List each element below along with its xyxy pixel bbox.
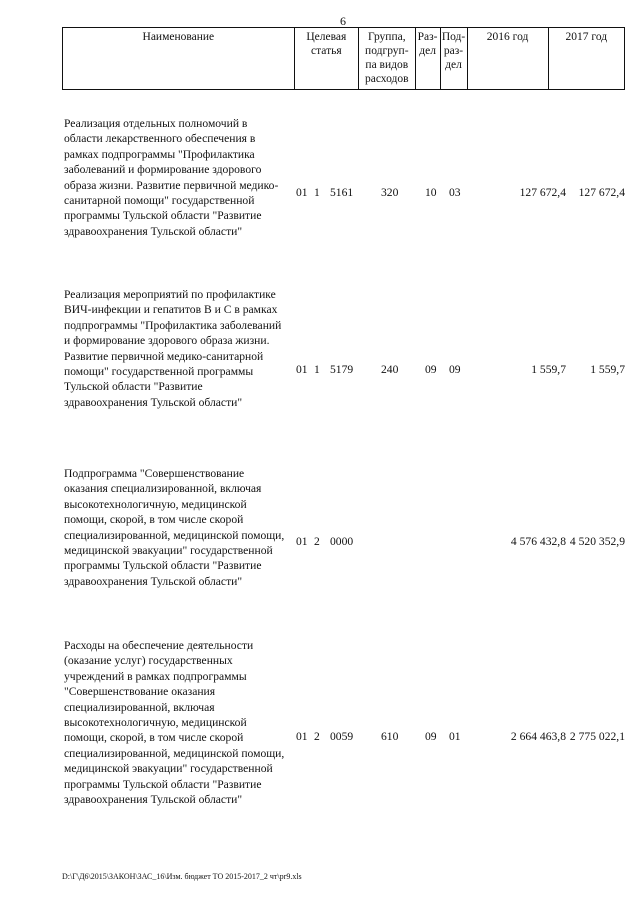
row-code-subprogram: 2 bbox=[314, 535, 320, 548]
row-code-subprogram: 1 bbox=[314, 363, 320, 376]
file-path-footer: D:\Г\Д6\2015\ЗАКОН\ЗАС_16\Изм. бюджет ТО 2015-2017_2 чт\pr9.xls bbox=[62, 872, 302, 881]
row-code-direction: 5161 bbox=[330, 186, 354, 199]
row-subsection: 09 bbox=[449, 363, 461, 376]
header-group: Группа, подгруп-па видов расходов bbox=[358, 28, 415, 90]
header-subsection: Под-раз-дел bbox=[440, 28, 467, 90]
row-2017: 1 559,7 bbox=[590, 363, 625, 376]
row-code-program: 01 bbox=[296, 363, 308, 376]
row-code-direction: 0059 bbox=[330, 730, 354, 743]
row-name: Реализация отдельных полномочий в области лекарственного обеспечения в рамках подпрограммы "Профилактика заболеваний и формирование здорового образа жизни. Развитие первичной медико-санитарной помощи" государственной программы Тульской области "Развитие здравоохранения Тульской области" bbox=[64, 117, 279, 238]
row-name: Подпрограмма "Совершенствование оказания специализированной, включая высокотехнологичную, медицинской помощи, скорой, в том числе скорой специализированной, медицинской помощи, медицинской эвакуации" государственной программы Тульской области "Развитие здравоохранения Тульской области" bbox=[64, 467, 285, 588]
header-2016: 2016 год bbox=[467, 28, 548, 90]
row-code-subprogram: 2 bbox=[314, 730, 320, 743]
row-code-direction: 5179 bbox=[330, 363, 354, 376]
row-section: 10 bbox=[425, 186, 437, 199]
header-name: Наименование bbox=[63, 28, 295, 90]
header-target: Целевая статья bbox=[294, 28, 358, 90]
row-2017: 127 672,4 bbox=[578, 186, 625, 199]
row-code-subprogram: 1 bbox=[314, 186, 320, 199]
row-group: 320 bbox=[381, 186, 399, 199]
row-code-program: 01 bbox=[296, 730, 308, 743]
header-2017: 2017 год bbox=[548, 28, 624, 90]
row-2016: 4 576 432,8 bbox=[510, 535, 566, 548]
row-section: 09 bbox=[425, 730, 437, 743]
row-2016: 2 664 463,8 bbox=[510, 730, 566, 743]
row-2016: 127 672,4 bbox=[519, 186, 566, 199]
row-subsection: 03 bbox=[449, 186, 461, 199]
row-code-direction: 0000 bbox=[330, 535, 354, 548]
row-name: Расходы на обеспечение деятельности (оказание услуг) государственных учреждений в рамках подпрограммы "Совершенствование оказания специализированной, включая высокотехнологичную, медицинской помощи, скорой, в том числе скорой специализированной, медицинской помощи, медицинской эвакуации" государственной программы Тульской области "Развитие здравоохранения Тульской области" bbox=[64, 639, 285, 807]
row-name: Реализация мероприятий по профилактике ВИЧ-инфекции и гепатитов В и С в рамках подпрограммы "Профилактика заболеваний и формирование здорового образа жизни. Развитие первичной медико-санитарной помощи" государственной программы Тульской области "Развитие здравоохранения Тульской области" bbox=[64, 288, 282, 409]
row-subsection: 01 bbox=[449, 730, 461, 743]
table-header bbox=[62, 27, 625, 90]
header-section: Раз-дел bbox=[415, 28, 440, 90]
row-2016: 1 559,7 bbox=[531, 363, 566, 376]
row-code-program: 01 bbox=[296, 186, 308, 199]
row-2017: 4 520 352,9 bbox=[569, 535, 625, 548]
row-group: 610 bbox=[381, 730, 399, 743]
row-code-program: 01 bbox=[296, 535, 308, 548]
row-2017: 2 775 022,1 bbox=[569, 730, 625, 743]
page-number: 6 bbox=[340, 14, 346, 28]
row-group: 240 bbox=[381, 363, 399, 376]
row-section: 09 bbox=[425, 363, 437, 376]
